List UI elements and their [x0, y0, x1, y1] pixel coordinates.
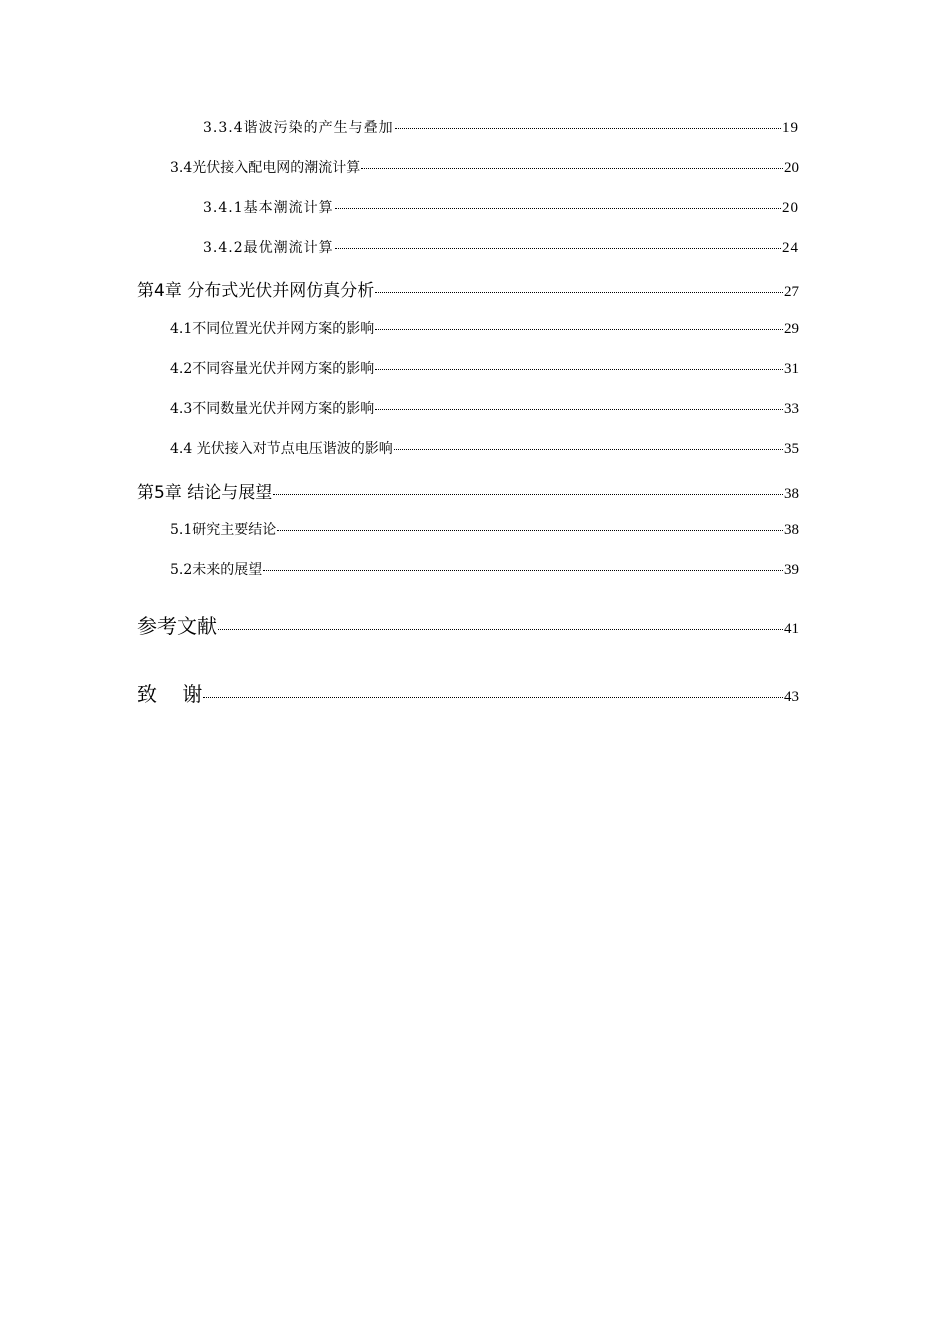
toc-entry-label: 4.3不同数量光伏并网方案的影响: [170, 401, 375, 417]
toc-entry-page: 35: [784, 441, 799, 457]
toc-entry-label: 致 谢: [137, 682, 203, 706]
toc-entry-5-1[interactable]: [170, 519, 799, 539]
toc-entry-label: 4.1不同位置光伏并网方案的影响: [170, 321, 375, 337]
toc-entry-page: 39: [784, 562, 799, 578]
toc-entry-label: 第4章 分布式光伏并网仿真分析: [137, 281, 375, 301]
toc-entry-3-4-1[interactable]: [203, 197, 799, 217]
dot-leader: [218, 629, 783, 630]
dot-leader: [263, 570, 783, 571]
toc-entry-chapter-4[interactable]: [137, 276, 799, 301]
toc-entry-page: 27: [784, 284, 799, 300]
toc-entry-3-4[interactable]: [170, 157, 799, 177]
toc-entry-page: 29: [784, 321, 799, 337]
toc-entry-page: 20: [784, 160, 799, 176]
toc-entry-4-2[interactable]: [170, 358, 799, 378]
toc-entry-page: 24: [782, 240, 799, 256]
dot-leader: [335, 248, 781, 249]
toc-entry-5-2[interactable]: [170, 559, 799, 579]
toc-entry-references[interactable]: [137, 610, 799, 639]
dot-leader: [335, 208, 781, 209]
dot-leader: [277, 530, 783, 531]
toc-entry-3-3-4[interactable]: [203, 117, 799, 137]
toc-entry-page: 38: [784, 486, 799, 502]
toc-entry-label: 参考文献: [137, 614, 217, 638]
toc-entry-page: 19: [782, 120, 799, 136]
toc-entry-acknowledgements[interactable]: [137, 678, 799, 707]
dot-leader: [375, 409, 783, 410]
dot-leader: [375, 329, 783, 330]
toc-entry-label: 3.3.4谐波污染的产生与叠加: [203, 120, 394, 136]
toc-entry-4-3[interactable]: [170, 398, 799, 418]
toc-entry-page: 43: [784, 689, 799, 705]
toc-entry-label: 5.1研究主要结论: [170, 522, 277, 538]
toc-entry-label: 4.2不同容量光伏并网方案的影响: [170, 361, 375, 377]
toc-entry-page: 20: [782, 200, 799, 216]
dot-leader: [203, 697, 783, 698]
toc-entry-page: 41: [784, 621, 799, 637]
dot-leader: [394, 449, 783, 450]
dot-leader: [375, 369, 783, 370]
toc-entry-chapter-5[interactable]: [137, 478, 799, 503]
dot-leader: [375, 292, 783, 293]
toc-entry-4-4[interactable]: [170, 438, 799, 458]
toc-entry-page: 33: [784, 401, 799, 417]
dot-leader: [273, 494, 783, 495]
toc-entry-4-1[interactable]: [170, 318, 799, 338]
toc-entry-label: 第5章 结论与展望: [137, 483, 273, 503]
toc-entry-label: 3.4.1基本潮流计算: [203, 200, 334, 216]
dot-leader: [395, 128, 781, 129]
toc-entry-label: 3.4光伏接入配电网的潮流计算: [170, 160, 361, 176]
toc-entry-label: 3.4.2最优潮流计算: [203, 240, 334, 256]
toc-entry-label: 4.4 光伏接入对节点电压谐波的影响: [170, 441, 393, 457]
toc-entry-page: 38: [784, 522, 799, 538]
toc-entry-3-4-2[interactable]: [203, 237, 799, 257]
toc-entry-page: 31: [784, 361, 799, 377]
toc-entry-label: 5.2未来的展望: [170, 562, 263, 578]
dot-leader: [361, 168, 783, 169]
